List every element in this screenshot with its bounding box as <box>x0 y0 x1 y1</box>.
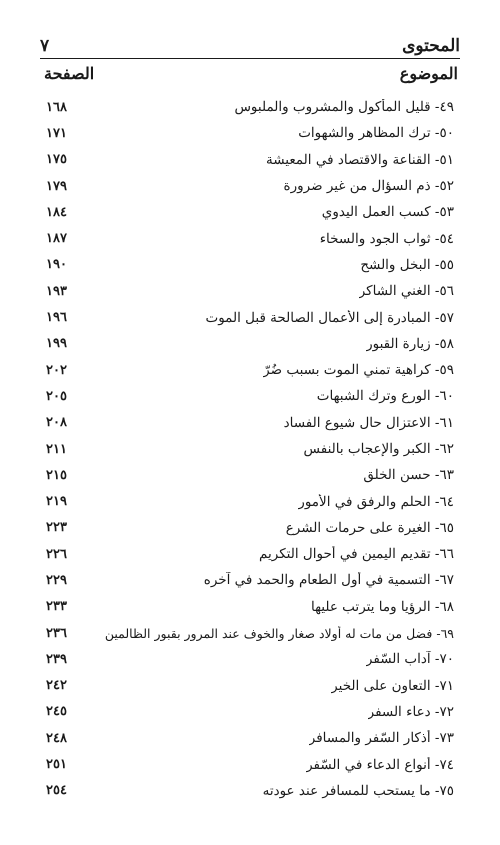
toc-entry-title: ٥٠- ترك المظاهر والشهوات <box>298 125 454 142</box>
toc-entry <box>40 488 460 514</box>
toc-entry-page-number: ١٩٦ <box>46 310 67 326</box>
toc-entry-title: ٥١- القناعة والاقتصاد في المعيشة <box>266 151 454 168</box>
toc-entry <box>40 646 460 672</box>
toc-entry <box>40 673 460 699</box>
toc-entry <box>40 278 460 304</box>
toc-entry-title: ٦٨- الرؤيا وما يترتب عليها <box>310 598 454 615</box>
toc-entry <box>40 778 460 804</box>
toc-entry <box>40 751 460 777</box>
toc-entry-title: ٦٢- الكبر والإعجاب بالنفس <box>303 441 454 457</box>
toc-entry-title: ٦٧- التسمية في أول الطعام والحمد في آخره <box>203 572 454 589</box>
toc-entry <box>40 173 460 199</box>
toc-entry-page-number: ٢٤٥ <box>46 704 67 720</box>
toc-entry-page-number: ٢٣٩ <box>46 651 67 667</box>
toc-entry <box>40 120 460 146</box>
toc-entry-title: ٥٥- البخل والشح <box>360 256 454 273</box>
toc-entry-title: ٦٩- فضل من مات له أولاد صغار والخوف عند المرور بقبور الظالمين <box>104 625 454 641</box>
toc-entry-page-number: ٢٥٤ <box>46 783 67 799</box>
page-column-heading: الصفحة <box>44 64 95 83</box>
toc-entry-title: ٧٤- أنواع الدعاء في السّفر <box>306 756 454 773</box>
toc-entry-title: ٥٨- زيارة القبور <box>366 335 454 352</box>
toc-entry-page-number: ١٩٠ <box>46 257 67 273</box>
toc-entry <box>40 252 460 278</box>
toc-entry-title: ٥٢- ذم السؤال من غير ضرورة <box>283 178 454 195</box>
toc-entry-page-number: ٢٤٨ <box>46 730 67 746</box>
toc-entry-title: ٥٧- المبادرة إلى الأعمال الصالحة قبل الموت <box>205 309 454 326</box>
toc-entry-title: ٥٤- ثواب الجود والسخاء <box>319 230 454 247</box>
toc-entry-page-number: ١٩٣ <box>46 283 67 299</box>
toc-entry-page-number: ٢٣٣ <box>46 599 67 615</box>
toc-entry-title: ٧٢- دعاء السفر <box>367 703 454 720</box>
toc-entry-page-number: ١٨٤ <box>46 204 67 220</box>
toc-entry-page-number: ١٧٩ <box>46 178 67 194</box>
toc-entry-title: ٥٦- الغني الشاكر <box>358 283 454 300</box>
toc-entry <box>40 383 460 409</box>
toc-entry <box>40 199 460 225</box>
toc-entry-page-number: ١٩٩ <box>46 336 67 352</box>
toc-entry-title: ٦٥- الغيرة على حرمات الشرع <box>285 519 454 536</box>
toc-entry <box>40 357 460 383</box>
toc-entry-title: ٦٠- الورع وترك الشبهات <box>316 388 454 405</box>
toc-entry <box>40 94 460 120</box>
running-header <box>40 28 460 56</box>
toc-entry-title: ٥٣- كسب العمل اليدوي <box>321 204 454 221</box>
toc-entry <box>40 462 460 488</box>
toc-entry-title: ٧٣- أذكار السّفر والمسافر <box>308 730 454 747</box>
toc-entry-title: ٥٩- كراهية تمني الموت بسبب ضُرّ <box>263 362 454 379</box>
table-of-contents <box>40 94 460 804</box>
toc-entry-title: ٦٦- تقديم اليمين في أحوال التكريم <box>259 546 454 563</box>
toc-entry-title: ٤٩- قليل المأكول والمشروب والملبوس <box>234 99 454 116</box>
toc-entry <box>40 567 460 593</box>
toc-entry-page-number: ١٧٥ <box>46 152 67 168</box>
toc-entry-page-number: ١٦٨ <box>46 99 67 115</box>
toc-entry-title: ٧١- التعاون على الخير <box>331 677 454 694</box>
toc-entry <box>40 699 460 725</box>
toc-entry <box>40 304 460 330</box>
toc-entry-title: ٧٠- آداب السّفر <box>365 651 454 668</box>
toc-entry <box>40 225 460 251</box>
toc-entry-title: ٧٥- ما يستحب للمسافر عند عودته <box>262 782 454 799</box>
toc-entry-page-number: ٢٤٢ <box>46 678 67 694</box>
topic-column-heading: الموضوع <box>399 64 458 83</box>
toc-entry-page-number: ٢٠٥ <box>46 388 67 404</box>
toc-entry-title: ٦٣- حسن الخلق <box>363 467 454 484</box>
toc-entry-title: ٦١- الاعتزال حال شيوع الفساد <box>283 414 454 431</box>
toc-entry <box>40 147 460 173</box>
toc-entry <box>40 594 460 620</box>
toc-entry-page-number: ٢٣٦ <box>46 625 67 641</box>
toc-entry <box>40 620 460 646</box>
toc-entry-page-number: ٢٥١ <box>46 757 67 773</box>
toc-entry <box>40 725 460 751</box>
toc-entry <box>40 436 460 462</box>
toc-entry-page-number: ٢١١ <box>46 441 67 457</box>
toc-entry-title: ٦٤- الحلم والرفق في الأمور <box>298 493 454 510</box>
header-title: المحتوى <box>402 36 460 56</box>
toc-entry-page-number: ٢٠٢ <box>46 362 67 378</box>
toc-entry-page-number: ٢٢٣ <box>46 520 67 536</box>
toc-entry <box>40 541 460 567</box>
toc-entry <box>40 515 460 541</box>
toc-entry-page-number: ٢٢٦ <box>46 546 67 562</box>
header-page-number: ٧ <box>40 36 50 56</box>
toc-entry-page-number: ٢٢٩ <box>46 572 67 588</box>
toc-entry-page-number: ٢١٩ <box>46 494 67 510</box>
column-headings <box>40 64 460 83</box>
toc-entry-page-number: ٢٠٨ <box>46 415 67 431</box>
header-rule <box>40 58 460 59</box>
toc-entry <box>40 410 460 436</box>
toc-entry <box>40 331 460 357</box>
toc-entry-page-number: ١٧١ <box>46 125 67 141</box>
toc-entry-page-number: ٢١٥ <box>46 467 67 483</box>
toc-entry-page-number: ١٨٧ <box>46 231 67 247</box>
